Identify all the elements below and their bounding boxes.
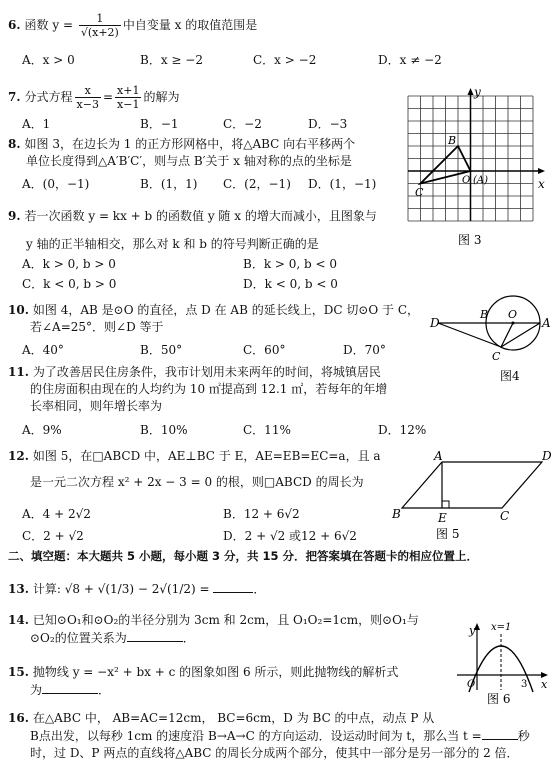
figure-5-parallelogram bbox=[392, 450, 552, 542]
label-o: O bbox=[508, 308, 518, 321]
option-c[interactable]: C．x > −2 bbox=[253, 53, 317, 67]
option-c[interactable]: C．−2 bbox=[223, 117, 262, 131]
option-d[interactable]: D．(1，−1) bbox=[308, 177, 377, 191]
question-8: 8. 如图 3，在边长为 1 的正方形网格中，将△ABC 向右平移两个 单位长度得到△A′B′C′，则与点 B′关于 x 轴对称的点的坐标是 bbox=[8, 137, 356, 168]
section-2-heading: 二、填空题：本大题共 5 小题，每小题 3 分，共 15 分．把答案填在答题卡的相应位置上． bbox=[8, 549, 479, 563]
question-15: 15. 抛物线 y = −x² + bx + c 的图象如图 6 所示，则此抛物线的解析式 为 ． bbox=[8, 665, 399, 697]
option-a[interactable]: A．x > 0 bbox=[22, 53, 75, 67]
label-c: C bbox=[492, 350, 501, 363]
label-x: x bbox=[541, 678, 548, 691]
option-c[interactable]: C．60° bbox=[243, 343, 286, 357]
answer-blank[interactable] bbox=[42, 681, 98, 694]
option-d[interactable]: D．x ≠ −2 bbox=[378, 53, 442, 67]
label-d: D bbox=[542, 449, 552, 463]
option-a[interactable]: A．(0，−1) bbox=[22, 177, 90, 191]
label-y: y bbox=[469, 624, 476, 637]
option-d[interactable]: D．2 + √2 或12 + 6√2 bbox=[223, 529, 357, 543]
question-12-line2: 是一元二次方程 x² + 2x − 3 = 0 的根，则□ABCD 的周长为 bbox=[30, 475, 364, 489]
question-16: 16. 在△ABC 中， AB=AC=12cm， BC=6cm，D 为 BC 的中点，动点 P 从 B点出发，以每秒 1cm 的速度沿 B→A→C 的方向运动．设运动时间为 t，那么当 t = 秒 时，过 D、P 两点的直线将△ABC 的周长分成两个部分，使其中一部分是另一部分的 2 倍． bbox=[8, 711, 530, 760]
label-e: E bbox=[438, 511, 447, 525]
label-c: C bbox=[415, 186, 424, 199]
label-a: A bbox=[542, 316, 551, 330]
option-c[interactable]: C．k < 0, b > 0 bbox=[22, 277, 117, 291]
label-x-equals-1: x=1 bbox=[491, 622, 512, 633]
fraction: $\frac{x+1}{x-1}$ bbox=[117, 84, 140, 111]
question-7: 7. 分式方程 $\frac{x}{x-3}$ = $\frac{x+1}{x-1}$ 的解为 bbox=[8, 84, 180, 111]
figure-6-caption: 图 6 bbox=[487, 692, 511, 706]
answer-blank[interactable] bbox=[213, 580, 253, 593]
option-d[interactable]: D．70° bbox=[343, 343, 386, 357]
figure-5-caption: 图 5 bbox=[436, 527, 460, 541]
option-b[interactable]: B．50° bbox=[140, 343, 183, 357]
option-b[interactable]: B．x ≥ −2 bbox=[140, 53, 203, 67]
option-a[interactable]: A．k > 0, b > 0 bbox=[22, 257, 116, 271]
label-a: A bbox=[434, 449, 443, 463]
option-b[interactable]: B．10% bbox=[140, 423, 188, 437]
question-13: 13. 计算: √8 + √(1/3) − 2√(1/2) = ． bbox=[8, 582, 266, 596]
question-11: 11. 为了改善居民住房条件，我市计划用未来两年的时间，将城镇居民 的住房面积由现在的人均约为 10 ㎡提高到 12.1 ㎡，若每年的年增 长率相同，则年增长率为 bbox=[8, 365, 388, 413]
label-x: x bbox=[538, 177, 545, 191]
figure-6-parabola bbox=[455, 620, 551, 706]
question-6: 6. 函数 y = $\frac{1}{√(x+2)}$ 中自变量 x 的取值范围是 bbox=[8, 12, 258, 39]
option-d[interactable]: D．12% bbox=[378, 423, 427, 437]
option-c[interactable]: C．(2，−1) bbox=[223, 177, 291, 191]
figure-4-caption: 图4 bbox=[500, 369, 520, 383]
option-b[interactable]: B．k > 0, b < 0 bbox=[243, 257, 338, 271]
question-14: 14. 已知⊙O₁和⊙O₂的半径分别为 3cm 和 2cm，且 O₁O₂=1cm，则⊙O₁与 ⊙O₂的位置关系为 ． bbox=[8, 613, 419, 645]
answer-blank[interactable] bbox=[482, 727, 518, 740]
option-a[interactable]: A．4 + 2√2 bbox=[22, 507, 91, 521]
option-b[interactable]: B．(1，1) bbox=[140, 177, 198, 191]
option-d[interactable]: D．−3 bbox=[308, 117, 348, 131]
option-a[interactable]: A．40° bbox=[22, 343, 64, 357]
answer-blank[interactable] bbox=[127, 629, 183, 642]
option-b[interactable]: B．12 + 6√2 bbox=[223, 507, 300, 521]
question-12: 12. 如图 5，在□ABCD 中，AE⊥BC 于 E，AE=EB=EC=a，且 a bbox=[8, 449, 381, 463]
question-9-line2: y 轴的正半轴相交，那么对 k 和 b 的符号判断正确的是 bbox=[26, 237, 319, 251]
label-a: (A) bbox=[473, 175, 489, 186]
option-a[interactable]: A．1 bbox=[22, 117, 51, 131]
option-c[interactable]: C．2 + √2 bbox=[22, 529, 84, 543]
fraction: $\frac{x}{x-3}$ bbox=[76, 84, 99, 111]
option-b[interactable]: B．−1 bbox=[140, 117, 179, 131]
label-c: C bbox=[500, 509, 510, 523]
option-c[interactable]: C．11% bbox=[243, 423, 291, 437]
label-y: y bbox=[474, 85, 481, 99]
question-10: 10. 如图 4，AB 是⊙O 的直径，点 D 在 AB 的延长线上，DC 切⊙O 于 C， 若∠A=25°．则∠D 等于 bbox=[8, 303, 420, 334]
question-9: 9. 若一次函数 y = kx + b 的函数值 y 随 x 的增大而减小，且图象与 bbox=[8, 209, 377, 223]
label-b: B bbox=[480, 308, 489, 321]
label-o: O bbox=[467, 679, 476, 690]
label-3: 3 bbox=[521, 679, 528, 690]
option-d[interactable]: D．k < 0, b < 0 bbox=[243, 277, 338, 291]
label-b: B bbox=[448, 134, 457, 147]
label-o: O bbox=[462, 175, 471, 186]
label-d: D bbox=[430, 316, 440, 330]
figure-3-caption: 图 3 bbox=[458, 233, 482, 247]
label-b: B bbox=[392, 507, 401, 521]
option-a[interactable]: A．9% bbox=[22, 423, 62, 437]
fraction: $\frac{1}{√(x+2)}$ bbox=[80, 12, 119, 39]
